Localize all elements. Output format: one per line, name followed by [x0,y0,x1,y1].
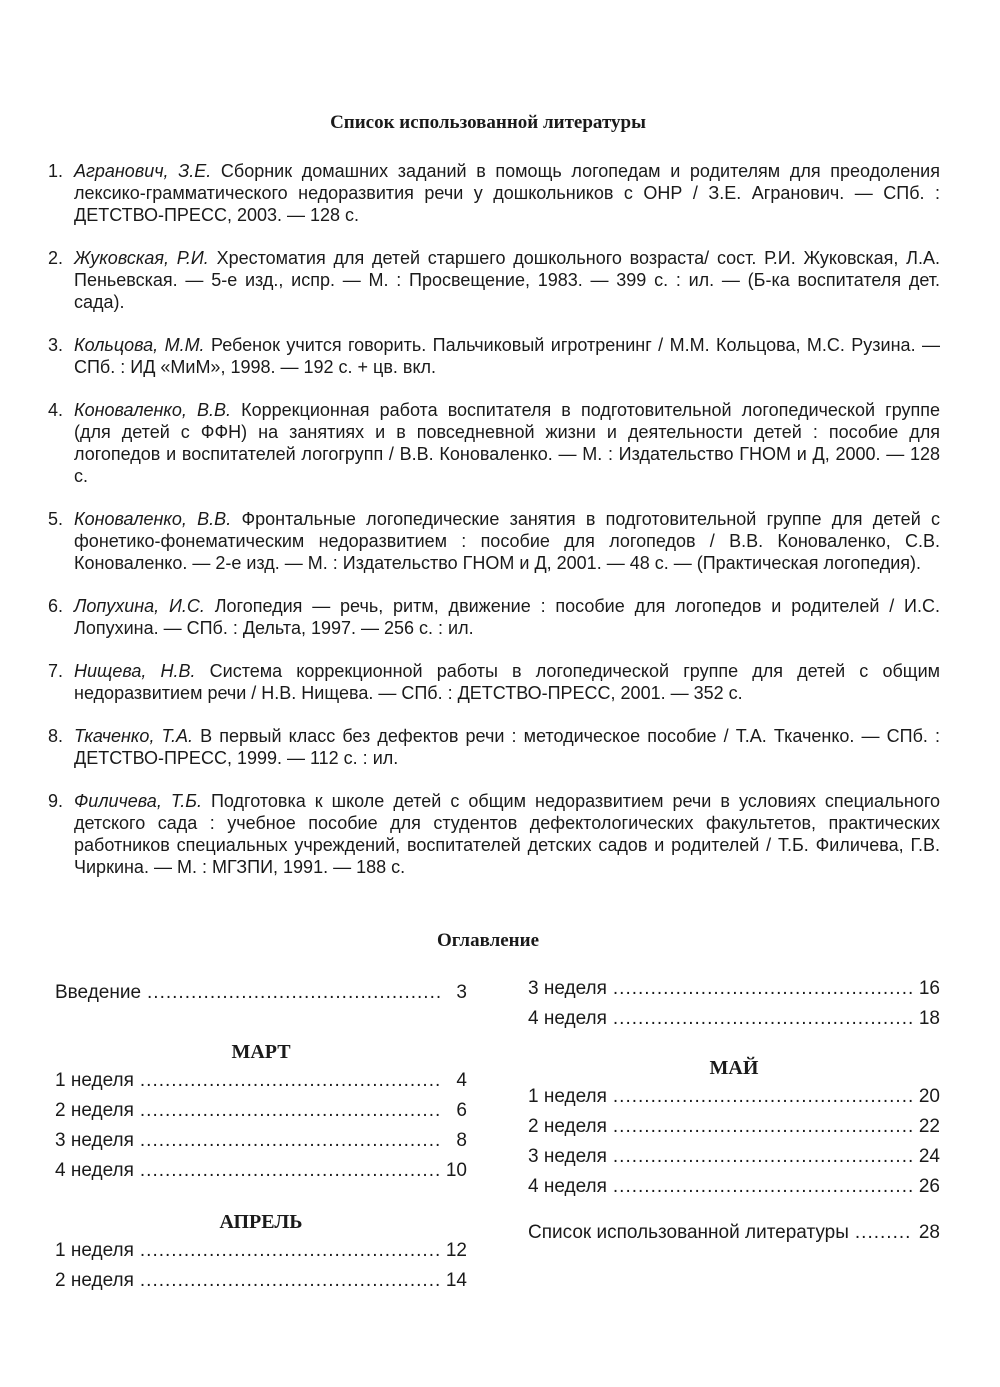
toc-row[interactable]: 1 неделя ..... 12 [55,1240,467,1270]
reference-text: Логопедия — речь, ритм, движение : пособие для логопедов и родителей / И.С. Лопухина. — СПб. : Дельта, 1997. — 256 с. : ил. [74,596,940,638]
reference-author: Жуковская, Р.И. [74,248,209,268]
reference-author: Нищева, Н.В. [74,661,196,681]
references-title: Список использованной литературы [330,112,646,133]
reference-item: 9. Филичева, Т.Б. Подготовка к школе детей с общим недоразвитием речи в условиях специального детского сада : учебное пособие для студентов дефектологических факультетов, практических работников специальных учреждений, воспитателей детских садов и родителей / Т.Б. Филичева, Г.В. Чиркина. — М. : МГЗПИ, 1991. — 188 с. [48,791,940,877]
reference-text: Подготовка к школе детей с общим недоразвитием речи в условиях специального детского сада : учебное пособие для студентов дефектологических факультетов, практических работников специальных учреждений, воспитателей детских садов и родителей / Т.Б. Филичева, Г.В. Чиркина. — М. : МГЗПИ, 1991. — 188 с. [74,791,940,877]
toc-month-march: МАРТ [231,1041,291,1063]
reference-item: 4. Коноваленко, В.В. Коррекционная работа воспитателя в подготовительной логопедической группе (для детей с ФФН) на занятиях и в повседневной жизни и деятельности детей : пособие для логопедов и воспитателей логогрупп / В.В. Коноваленко. — М. : Издательство ГНОМ и Д, 2000. — 128 с. [48,400,941,486]
toc-month-april: АПРЕЛЬ [219,1211,303,1233]
reference-text: Система коррекционной работы в логопедической группе для детей с общим недоразвитием речи / Н.В. Нищева. — СПб. : ДЕТСТВО-ПРЕСС, 2001. — 352 с. [74,661,941,703]
toc-row[interactable]: 1 неделя ..... 4 [55,1070,467,1100]
reference-item: 5. Коноваленко, В.В. Фронтальные логопедические занятия в подготовительной группе для детей с фонетико-фонематическим недоразвитием : пособие для логопедов / В.В. Коноваленко, С.В. Коноваленко. — 2-е изд. — М. : Издательство ГНОМ и Д, 2001. — 48 с. — (Практическая логопедия). [48,509,941,573]
reference-item: 1. Агранович, З.Е. Сборник домашних заданий в помощь логопедам и родителям для преодоления лексико-грамматического недоразвития речи у дошкольников с ОНР / З.Е. Агранович. — СПб. : ДЕТСТВО-ПРЕСС, 2003. — 128 с. [48,161,940,225]
reference-text: В первый класс без дефектов речи : методическое пособие / Т.А. Ткаченко. — СПб. : ДЕТСТВО-ПРЕСС, 1999. — 112 с. : ил. [74,726,940,768]
toc-row[interactable]: 2 неделя ..... 14 [55,1270,467,1300]
reference-author: Лопухина, И.С. [74,596,205,616]
toc-title: Оглавление [436,930,540,951]
toc-row-references[interactable]: Список использованной литературы ..... 28 [528,1222,940,1252]
toc-row[interactable]: 3 неделя ..... 16 [528,978,940,1008]
toc-left-column [55,982,467,1300]
references-list [48,160,940,899]
reference-text: Хрестоматия для детей старшего дошкольного возраста/ сост. Р.И. Жуковская, Л.А. Пеньевская. — 5-е изд., испр. — М. : Просвещение, 1983. — 399 с. : ил. — (Б-ка воспитателя дет. сада). [74,248,940,312]
toc-row[interactable]: 1 неделя ..... 20 [528,1086,940,1116]
toc-right-column [528,978,940,1252]
reference-item: 7. Нищева, Н.В. Система коррекционной работы в логопедической группе для детей с общим недоразвитием речи / Н.В. Нищева. — СПб. : ДЕТСТВО-ПРЕСС, 2001. — 352 с. [48,661,941,703]
reference-text: Сборник домашних заданий в помощь логопедам и родителям для преодоления лексико-грамматического недоразвития речи у дошкольников с ОНР / З.Е. Агранович. — СПб. : ДЕТСТВО-ПРЕСС, 2003. — 128 с. [74,161,940,225]
toc-row[interactable]: 3 неделя ..... 8 [55,1130,467,1160]
toc-month-may: МАЙ [709,1057,759,1079]
reference-item: 8. Ткаченко, Т.А. В первый класс без дефектов речи : методическое пособие / Т.А. Ткаченко. — СПб. : ДЕТСТВО-ПРЕСС, 1999. — 112 с. : ил. [48,726,940,768]
reference-item: 3. Кольцова, М.М. Ребенок учится говорить. Пальчиковый игротренинг / М.М. Кольцова, М.С. Рузина. — СПб. : ИД «МиМ», 1998. — 192 с. + цв. вкл. [48,335,940,377]
reference-author: Коноваленко, В.В. [74,509,232,529]
reference-item: 6. Лопухина, И.С. Логопедия — речь, ритм, движение : пособие для логопедов и родителей / И.С. Лопухина. — СПб. : Дельта, 1997. — 256 с. : ил. [48,596,940,638]
reference-author: Агранович, З.Е. [74,161,212,181]
toc-row[interactable]: 4 неделя ..... 10 [55,1160,467,1190]
reference-text: Коррекционная работа воспитателя в подготовительной логопедической группе (для детей с ФФН) на занятиях и в повседневной жизни и деятельности детей : пособие для логопедов и воспитателей логогрупп / В.В. Коноваленко. — М. : Издательство ГНОМ и Д, 2000. — 128 с. [74,400,941,486]
toc-row-intro[interactable]: Введение ..... 3 [55,982,467,1012]
toc-row[interactable]: 4 неделя ..... 18 [528,1008,940,1038]
toc-row[interactable]: 2 неделя ..... 22 [528,1116,940,1146]
reference-item: 2. Жуковская, Р.И. Хрестоматия для детей старшего дошкольного возраста/ сост. Р.И. Жуковская, Л.А. Пеньевская. — 5-е изд., испр. — М. : Просвещение, 1983. — 399 с. : ил. — (Б-ка воспитателя дет. сада). [48,248,940,312]
reference-text: Ребенок учится говорить. Пальчиковый игротренинг / М.М. Кольцова, М.С. Рузина. — СПб. : ИД «МиМ», 1998. — 192 с. + цв. вкл. [74,335,940,377]
reference-text: Фронтальные логопедические занятия в подготовительной группе для детей с фонетико-фонематическим недоразвитием : пособие для логопедов / В.В. Коноваленко, С.В. Коноваленко. — 2-е изд. — М. : Издательство ГНОМ и Д, 2001. — 48 с. — (Практическая логопедия). [74,509,941,573]
reference-author: Коноваленко, В.В. [74,400,232,420]
toc-row[interactable]: 2 неделя ..... 6 [55,1100,467,1130]
toc-row[interactable]: 3 неделя ..... 24 [528,1146,940,1176]
reference-author: Филичева, Т.Б. [74,791,202,811]
reference-author: Ткаченко, Т.А. [74,726,193,746]
toc-row[interactable]: 4 неделя ..... 26 [528,1176,940,1206]
reference-author: Кольцова, М.М. [74,335,205,355]
